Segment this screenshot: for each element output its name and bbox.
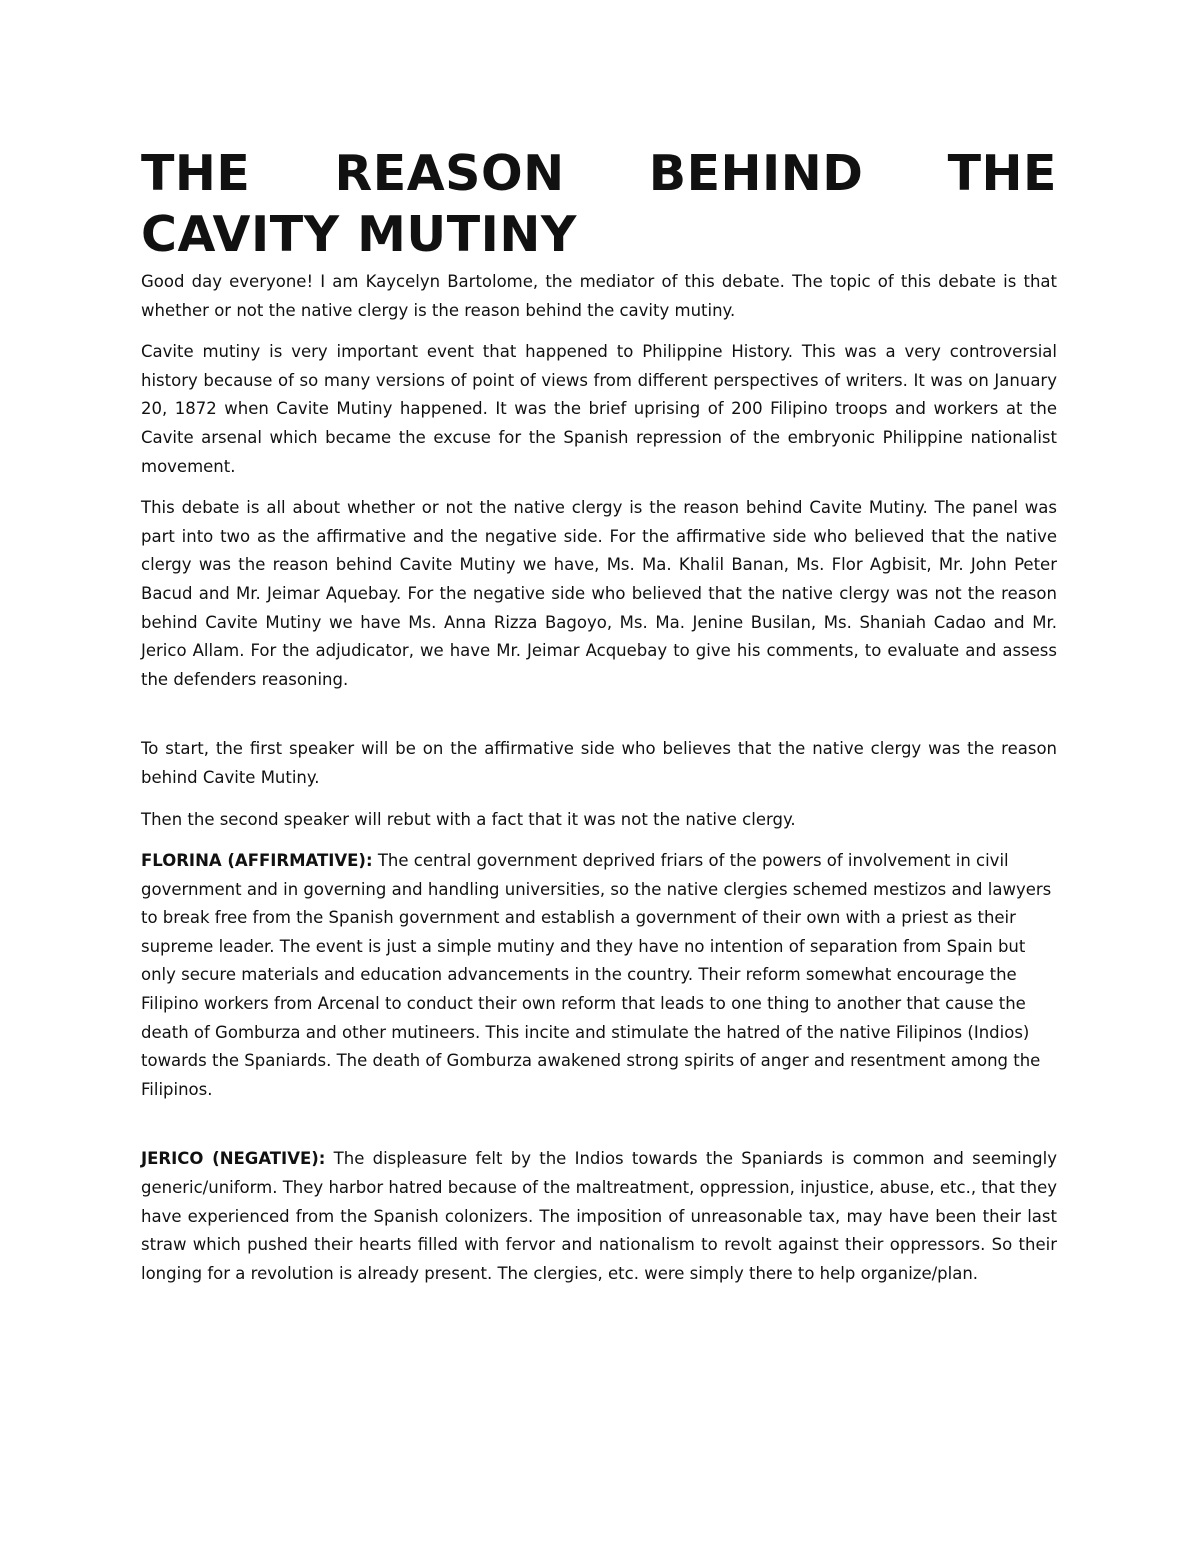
- intro-paragraph: Good day everyone! I am Kaycelyn Bartolome, the mediator of this debate. The topic of this debate is that whether or not the native clergy is the reason behind the cavity mutiny.: [141, 272, 1057, 320]
- blank-line: [141, 707, 1057, 735]
- document-title: THE REASON BEHIND THE CAVITY MUTINY: [141, 145, 1057, 263]
- document-body: [141, 143, 1057, 1301]
- jerico-speaker-label: JERICO (NEGATIVE):: [141, 1149, 326, 1169]
- jerico-argument: The displeasure felt by the Indios towards the Spaniards is common and seemingly generic/uniform. They harbor hatred because of the maltreatment, oppression, injustice, abuse, etc., that they have experienced from the Spanish colonizers. The imposition of unreasonable tax, may have been their last straw which pushed their hearts filled with fervor and nationalism to revolt against their oppressors. So their longing for a revolution is already present. The clergies, etc. were simply there to help organize/plan.: [141, 1149, 1057, 1283]
- blank-line: [141, 1117, 1057, 1145]
- florina-speaker-label: FLORINA (AFFIRMATIVE):: [141, 851, 373, 871]
- florina-argument: The central government deprived friars of the powers of involvement in civil government and in governing and handling universities, so the native clergies schemed mestizos and lawyers to break free from the Spanish government and establish a government of their own with a priest as their supreme leader. The event is just a simple mutiny and they have no intention of separation from Spain but only secure materials and education advancements in the country. Their reform somewhat encourage the Filipino workers from Arcenal to conduct their own reform that leads to one thing to another that cause the death of Gomburza and other mutineers. This incite and stimulate the hatred of the native Filipinos (Indios) towards the Spaniards. The death of Gomburza awakened strong spirits of anger and resentment among the Filipinos.: [141, 851, 1052, 1099]
- florina-paragraph: [141, 847, 1057, 1104]
- background-paragraph: Cavite mutiny is very important event that happened to Philippine History. This was a very controversial history because of so many versions of point of views from different perspectives of writers. It was on January 20, 1872 when Cavite Mutiny happened. It was the brief uprising of 200 Filipino troops and workers at the Cavite arsenal which became the excuse for the Spanish repression of the embryonic Philippine nationalist movement.: [141, 342, 1057, 476]
- jerico-paragraph: [141, 1145, 1057, 1288]
- rebut-paragraph: Then the second speaker will rebut with a fact that it was not the native clergy.: [141, 809, 796, 829]
- start-paragraph: To start, the first speaker will be on the affirmative side who believes that the native clergy was the reason behind Cavite Mutiny.: [141, 739, 1057, 787]
- panel-paragraph: This debate is all about whether or not the native clergy is the reason behind Cavite Mutiny. The panel was part into two as the affirmative and the negative side. For the affirmative side who believed that the native clergy was the reason behind Cavite Mutiny we have, Ms. Ma. Khalil Banan, Ms. Flor Agbisit, Mr. John Peter Bacud and Mr. Jeimar Aquebay. For the negative side who believed that the native clergy was not the reason behind Cavite Mutiny we have Ms. Anna Rizza Bagoyo, Ms. Ma. Jenine Busilan, Ms. Shaniah Cadao and Mr. Jerico Allam. For the adjudicator, we have Mr. Jeimar Acquebay to give his comments, to evaluate and assess the defenders reasoning.: [141, 498, 1057, 689]
